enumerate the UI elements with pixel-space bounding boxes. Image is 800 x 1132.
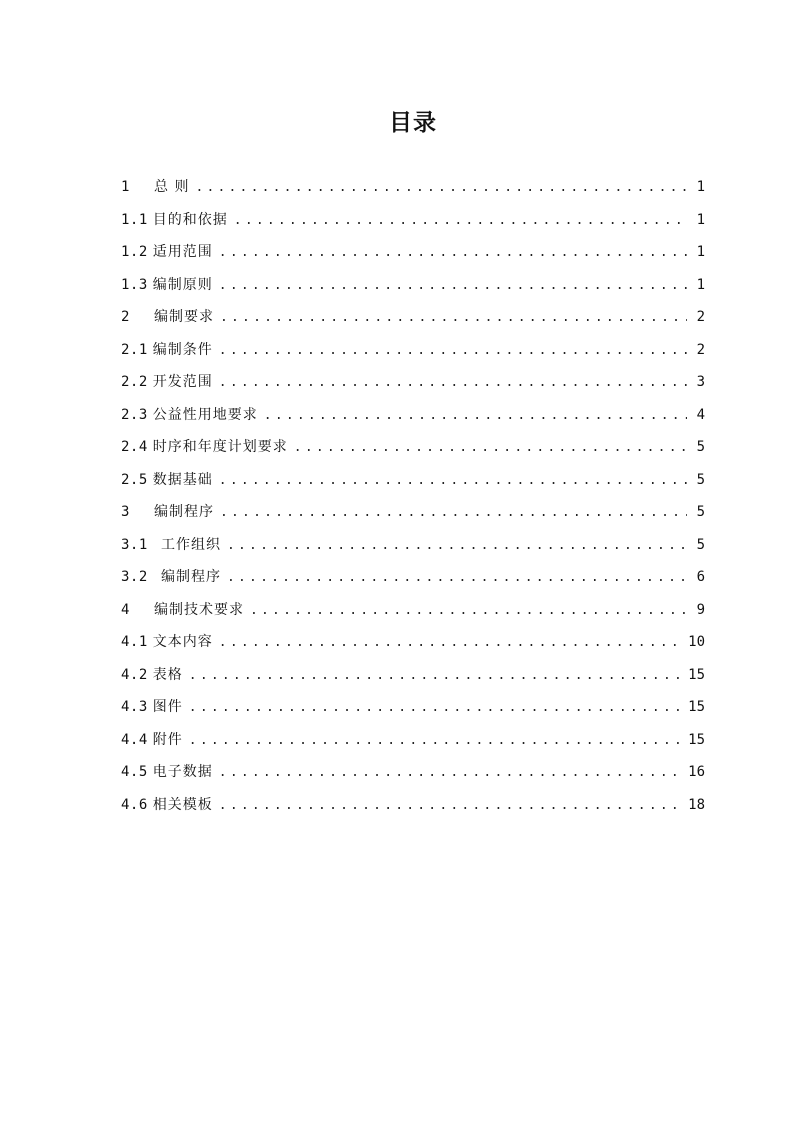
page-title: 目录 — [389, 109, 437, 136]
toc-entry-label: 编制程序 — [154, 504, 214, 520]
toc-entry-page-number: 10 — [688, 634, 705, 650]
toc-dot-leader — [220, 310, 687, 325]
toc-dot-leader — [219, 278, 687, 293]
toc-entry-label: 公益性用地要求 — [152, 406, 258, 423]
toc-entry[interactable] — [121, 794, 705, 827]
toc-entry-number: 2.3 — [121, 406, 148, 423]
toc-entry-label: 适用范围 — [152, 244, 213, 260]
toc-entry-label: 电子数据 — [152, 764, 213, 780]
toc-entry-label: 目的和依据 — [152, 211, 228, 228]
toc-entry-page-number: 18 — [688, 796, 705, 813]
toc-dot-leader — [227, 538, 687, 553]
toc-entry-label: 编制原则 — [152, 276, 213, 293]
toc-entry-label: 附件 — [152, 731, 183, 748]
toc-dot-leader — [219, 375, 687, 390]
toc-entry-number: 2.1 — [121, 341, 148, 358]
toc-entry-number: 4.2 — [121, 666, 148, 683]
toc-entry-number: 2.4 — [121, 439, 148, 455]
toc-dot-leader — [250, 603, 687, 618]
toc-entry-page-number: 5 — [696, 536, 705, 553]
toc-dot-leader — [234, 213, 687, 228]
toc-dot-leader — [219, 765, 682, 780]
toc-entry-page-number: 1 — [696, 276, 705, 293]
toc-entry-page-number: 1 — [696, 244, 705, 260]
toc-entry-label: 总 则 — [154, 179, 190, 195]
toc-entry-page-number: 16 — [688, 764, 705, 780]
toc-entry[interactable] — [121, 209, 705, 242]
toc-entry-number: 4.4 — [121, 731, 148, 748]
toc-entry[interactable] — [121, 371, 705, 404]
toc-entry-label: 工作组织 — [161, 536, 221, 553]
toc-entry-number: 2.2 — [121, 374, 148, 390]
toc-dot-leader — [294, 440, 687, 455]
toc-entry-label: 编制条件 — [152, 341, 213, 358]
toc-dot-leader — [219, 343, 687, 358]
toc-entry-number: 3.2 — [121, 569, 148, 585]
toc-entry[interactable] — [121, 469, 705, 502]
toc-dot-leader — [219, 798, 682, 813]
toc-entry-label: 图件 — [152, 699, 183, 715]
toc-entry-number: 4.6 — [121, 796, 148, 813]
toc-entry-page-number: 1 — [696, 179, 705, 195]
toc-dot-leader — [220, 505, 687, 520]
toc-entry[interactable] — [121, 761, 705, 794]
toc-entry-page-number: 15 — [688, 731, 705, 748]
toc-entry-number: 4.5 — [121, 764, 148, 780]
toc-dot-leader — [189, 733, 682, 748]
toc-entry-number: 4.1 — [121, 634, 148, 650]
toc-entry[interactable] — [121, 729, 705, 762]
toc-entry[interactable] — [121, 696, 705, 729]
toc-entry[interactable] — [121, 339, 705, 372]
toc-entry[interactable] — [121, 664, 705, 697]
toc-entry-number: 2.5 — [121, 471, 148, 488]
toc-entry-page-number: 5 — [696, 504, 705, 520]
toc-entry-number: 4.3 — [121, 699, 148, 715]
toc-entry[interactable] — [121, 501, 705, 534]
toc-entry-page-number: 2 — [696, 309, 705, 325]
toc-entry-page-number: 15 — [688, 699, 705, 715]
toc-entry-page-number: 5 — [696, 439, 705, 455]
toc-entry-number: 1.1 — [121, 211, 148, 228]
toc-entry[interactable] — [121, 534, 705, 567]
toc-entry-label: 开发范围 — [152, 374, 213, 390]
toc-entry-label: 相关模板 — [152, 796, 213, 813]
toc-dot-leader — [227, 570, 687, 585]
toc-entry-label: 编制要求 — [154, 309, 214, 325]
toc-entry-label: 编制程序 — [161, 569, 221, 585]
toc-entry-page-number: 4 — [696, 406, 705, 423]
toc-entry-page-number: 5 — [696, 471, 705, 488]
toc-entry-page-number: 1 — [696, 211, 705, 228]
toc-entry-label: 文本内容 — [152, 634, 213, 650]
toc-dot-leader — [189, 668, 682, 683]
toc-entry[interactable] — [121, 404, 705, 437]
toc-entry[interactable] — [121, 631, 705, 664]
toc-entry[interactable] — [121, 306, 705, 339]
toc-entry[interactable] — [121, 241, 705, 274]
toc-dot-leader — [189, 700, 682, 715]
toc-entry[interactable] — [121, 176, 705, 209]
toc-entry-number: 4 — [121, 601, 130, 618]
toc-entry-number: 3 — [121, 504, 130, 520]
toc-entry-label: 时序和年度计划要求 — [152, 439, 288, 455]
toc-dot-leader — [264, 408, 687, 423]
toc-dot-leader — [195, 180, 687, 195]
table-of-contents — [121, 176, 705, 826]
toc-entry-number: 1.2 — [121, 244, 148, 260]
toc-entry-number: 2 — [121, 309, 130, 325]
toc-entry-number: 3.1 — [121, 536, 148, 553]
toc-entry-label: 编制技术要求 — [154, 601, 244, 618]
toc-entry[interactable] — [121, 566, 705, 599]
toc-entry-page-number: 2 — [696, 341, 705, 358]
toc-entry-page-number: 3 — [696, 374, 705, 390]
toc-entry[interactable] — [121, 599, 705, 632]
toc-entry-label: 表格 — [152, 666, 183, 683]
toc-dot-leader — [219, 245, 687, 260]
toc-dot-leader — [219, 473, 687, 488]
toc-entry-number: 1 — [121, 179, 130, 195]
toc-entry-page-number: 9 — [696, 601, 705, 618]
toc-entry-page-number: 15 — [688, 666, 705, 683]
toc-entry[interactable] — [121, 274, 705, 307]
toc-entry-page-number: 6 — [696, 569, 705, 585]
toc-entry-label: 数据基础 — [152, 471, 213, 488]
toc-dot-leader — [219, 635, 682, 650]
toc-entry[interactable] — [121, 436, 705, 469]
toc-entry-number: 1.3 — [121, 276, 148, 293]
